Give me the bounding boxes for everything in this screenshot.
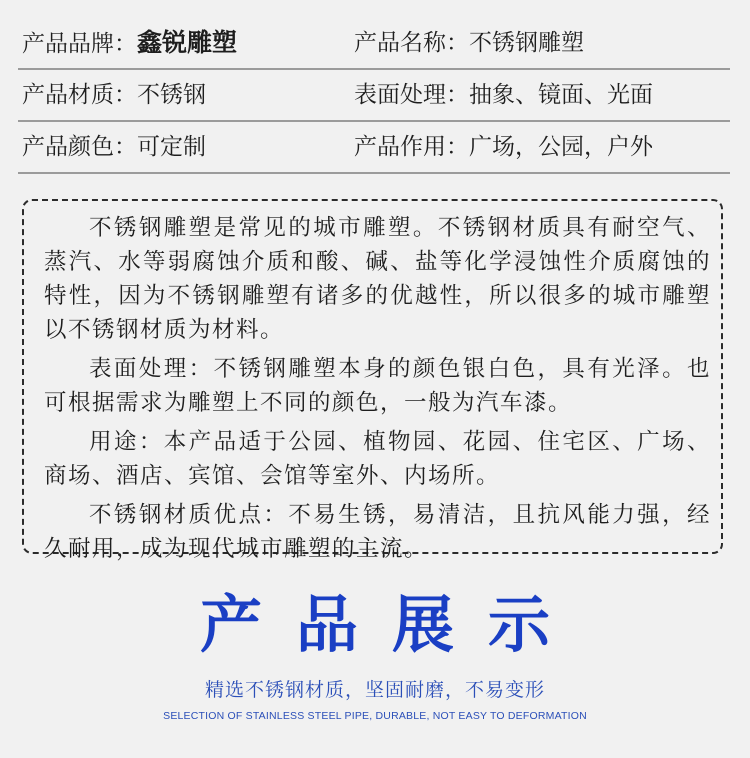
showcase-subtitle-en: SELECTION OF STAINLESS STEEL PIPE, DURABLE, NOT EASY TO DEFORMATION xyxy=(163,710,587,722)
showcase-subtitle: 精选不锈钢材质，坚固耐磨，不易变形 xyxy=(204,679,545,701)
spec-table xyxy=(18,18,730,174)
description-paragraph-intro: 不锈钢雕塑是常见的城市雕塑。不锈钢材质具有耐空气、蒸汽、水等弱腐蚀介质和酸、碱、盐等化学浸蚀性介质腐蚀的特性，因为不锈钢雕塑有诸多的优越性，所以很多的城市雕塑以不锈钢材质为材料。 xyxy=(44,215,711,343)
spec-row xyxy=(18,70,730,122)
product-showcase-header xyxy=(0,585,750,723)
spec-row xyxy=(18,18,730,70)
spec-cell-name xyxy=(354,18,584,68)
spec-value: 鑫锐雕塑 xyxy=(137,28,238,57)
spec-cell-material xyxy=(22,70,206,120)
spec-value: 可定制 xyxy=(137,134,206,160)
spec-label: 产品材质： xyxy=(22,82,137,108)
spec-label: 产品名称： xyxy=(354,30,469,56)
spec-value: 不锈钢 xyxy=(137,82,206,108)
showcase-title: 产品展示 xyxy=(199,588,584,661)
description-paragraph-usage: 用途：本产品适于公园、植物园、花园、住宅区、广场、商场、酒店、宾馆、会馆等室外、内场所。 xyxy=(44,429,711,489)
description-paragraph-surface: 表面处理：不锈钢雕塑本身的颜色银白色，具有光泽。也可根据需求为雕塑上不同的颜色，一般为汽车漆。 xyxy=(44,356,711,416)
spec-value: 广场，公园，户外 xyxy=(469,134,653,160)
description-paragraph-advantages: 不锈钢材质优点：不易生锈，易清洁，且抗风能力强，经久耐用，成为现代城市雕塑的主流。 xyxy=(44,502,711,562)
spec-cell-color xyxy=(22,122,206,172)
spec-label: 表面处理： xyxy=(354,82,469,108)
spec-cell-finish xyxy=(354,70,653,120)
spec-row xyxy=(18,122,730,174)
spec-cell-brand xyxy=(22,18,237,68)
spec-label: 产品品牌： xyxy=(22,31,137,57)
spec-cell-usage xyxy=(354,122,653,172)
spec-value: 不锈钢雕塑 xyxy=(469,30,584,56)
spec-value: 抽象、镜面、光面 xyxy=(469,82,653,108)
spec-label: 产品颜色： xyxy=(22,134,137,160)
description-box xyxy=(22,199,723,562)
spec-label: 产品作用： xyxy=(354,134,469,160)
